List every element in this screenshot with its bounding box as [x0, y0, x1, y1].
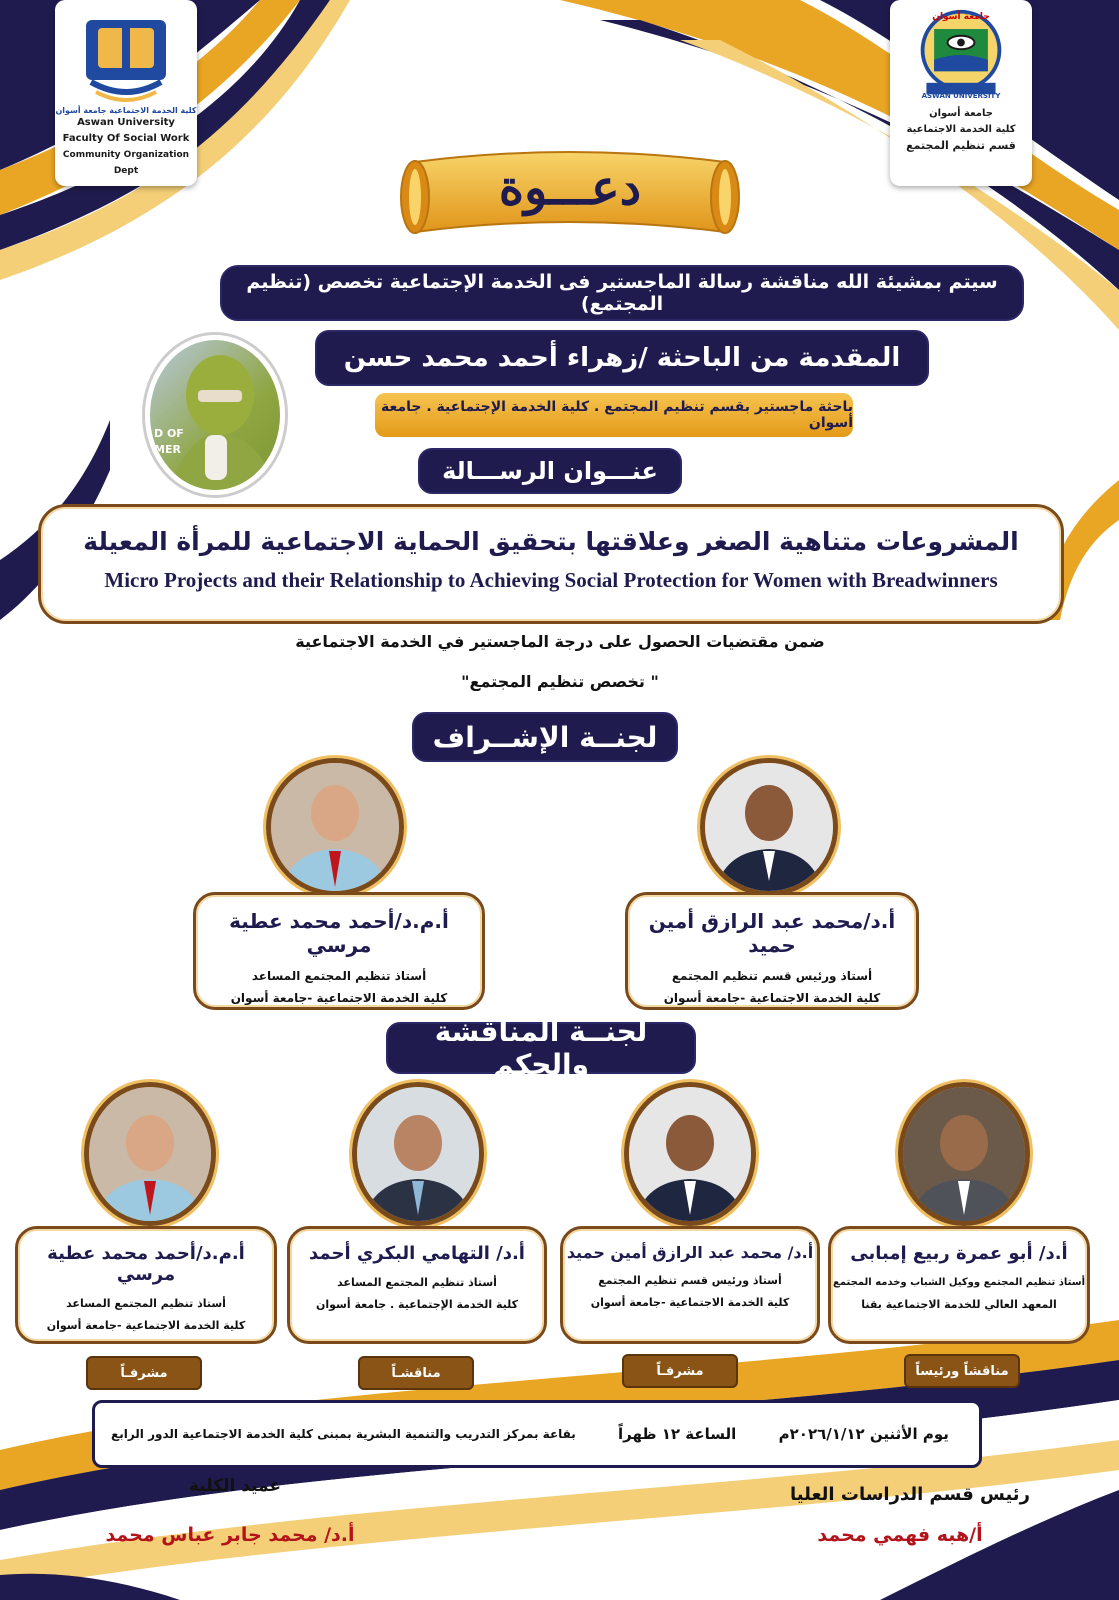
university-logo-line-3: قسم تنظيم المجتمع: [906, 139, 1016, 152]
committee-member-3-photo: [352, 1082, 484, 1226]
university-logo-card: [890, 0, 1032, 186]
committee-member-1-affiliation: المعهد العالي للخدمة الاجتماعية بقنا: [861, 1298, 1057, 1311]
researcher-photo-text: D OF MER: [154, 427, 184, 456]
committee-member-3-avatar-icon: [357, 1087, 479, 1221]
committee-member-2-affiliation: كلية الخدمة الاجتماعية -جامعة أسوان: [590, 1296, 790, 1309]
examination-committee-label: لجنــة المناقشة والحكم: [386, 1022, 696, 1074]
committee-member-1-name: أ.د/ أبو عمرة ربيع إمبابى: [850, 1243, 1068, 1264]
faculty-logo-line-2: Faculty Of Social Work: [62, 133, 190, 144]
supervisor-2-avatar-icon: [271, 763, 399, 891]
researcher-photo: [145, 335, 285, 495]
committee-member-2-name: أ.د/ محمد عبد الرازق أمين حميد: [566, 1243, 814, 1262]
event-date: يوم الأثنين ٢٠٢٦/١/١٢م: [778, 1425, 949, 1443]
dean-name: أ.د/ محمد جابر عباس محمد: [105, 1524, 355, 1546]
committee-member-4-role: مشرفـاً: [86, 1356, 202, 1390]
event-time: الساعة ١٢ ظهراً: [618, 1425, 737, 1443]
thesis-title-box: [38, 504, 1064, 624]
committee-member-1-photo: [898, 1082, 1030, 1226]
event-location: بقاعة بمركز التدريب والتنمية البشرية بمبنى كلية الخدمة الاجتماعية الدور الرابع: [111, 1427, 576, 1441]
committee-member-4-photo: [84, 1082, 216, 1226]
supervisor-1-affiliation: كلية الخدمة الاجتماعية -جامعة أسوان: [663, 991, 881, 1005]
committee-member-4-name: أ.م.د/أحمد محمد عطية مرسي: [47, 1243, 245, 1285]
thesis-title-english: Micro Projects and their Relationship to Achieving Social Protection for Women with Breadwinners: [104, 568, 998, 592]
committee-member-2-card: [560, 1226, 820, 1344]
event-details-bar: [92, 1400, 982, 1468]
supervisor-2-position: أستاذ تنظيم المجتمع المساعد: [251, 969, 427, 983]
committee-member-1-card: [828, 1226, 1090, 1344]
committee-member-3-role: مناقشـاً: [358, 1356, 474, 1390]
supervisor-2-name: أ.م.د/أحمد محمد عطية مرسي: [229, 909, 449, 957]
supervisor-2-affiliation: كلية الخدمة الاجتماعية -جامعة أسوان: [230, 991, 448, 1005]
graduate-head-title: رئيس قسم الدراسات العليا: [790, 1484, 1030, 1505]
supervisor-2-card: [193, 892, 485, 1010]
supervisor-1-card: [625, 892, 919, 1010]
committee-member-3-name: أ.د/ التهامي البكري أحمد: [309, 1243, 525, 1264]
thesis-title-arabic: المشروعات متناهية الصغر وعلاقتها بتحقيق الحماية الاجتماعية للمرأة المعيلة: [83, 527, 1019, 556]
supervision-committee-label: لجنــة الإشــراف: [412, 712, 678, 762]
faculty-social-work-logo-icon: [76, 10, 176, 110]
committee-member-4-position: أستاذ تنظيم المجتمع المساعد: [66, 1297, 226, 1310]
faculty-logo-card: [55, 0, 197, 186]
committee-member-2-avatar-icon: [629, 1087, 751, 1221]
committee-member-1-position: أستاذ تنظيم المجتمع ووكيل الشباب وخدمه المجتمع: [833, 1277, 1085, 1288]
supervisor-1-name: أ.د/محمد عبد الرازق أمين حميد: [648, 909, 896, 957]
committee-member-3-position: أستاذ تنظيم المجتمع المساعد: [337, 1276, 497, 1289]
committee-member-3-card: [287, 1226, 547, 1344]
thesis-label: عنـــوان الرســـالة: [418, 448, 682, 494]
dean-title: عميد الكلية: [189, 1476, 281, 1496]
researcher-name: المقدمة من الباحثة /زهراء أحمد محمد حسن: [315, 330, 929, 386]
supervisor-1-photo: [700, 758, 838, 896]
invitation-title: دعـــوة: [498, 160, 642, 216]
faculty-logo-line-3: Community Organization Dept: [62, 150, 190, 176]
committee-member-1-role: مناقشاً ورئيساً: [904, 1354, 1020, 1388]
committee-member-3-affiliation: كلية الخدمة الإجتماعية . جامعة أسوان: [316, 1298, 518, 1311]
announcement-banner: سيتم بمشيئة الله مناقشة رسالة الماجستير فى الخدمة الإجتماعية تخصص (تنظيم المجتمع): [220, 265, 1024, 321]
supervisor-1-position: أستاذ ورئيس قسم تنظيم المجتمع: [671, 969, 873, 983]
university-logo-ribbon: ASWAN UNIVERSITY: [921, 92, 1001, 100]
university-logo-line-2: كلية الخدمة الاجتماعية: [906, 124, 1016, 135]
committee-member-2-position: أستاذ ورئيس قسم تنظيم المجتمع: [598, 1274, 782, 1287]
university-logo-emblem-text: جامعة أسوان: [932, 12, 990, 22]
committee-member-4-affiliation: كلية الخدمة الاجتماعية -جامعة أسوان: [46, 1319, 246, 1332]
degree-requirement-line-2: " تخصص تنظيم المجتمع": [461, 672, 659, 691]
committee-member-4-card: [15, 1226, 277, 1344]
committee-member-1-avatar-icon: [903, 1087, 1025, 1221]
faculty-logo-line-1: Aswan University: [77, 117, 175, 128]
faculty-logo-emblem-text: كلية الخدمة الاجتماعية جامعة أسوان: [55, 106, 197, 115]
committee-member-2-photo: [624, 1082, 756, 1226]
committee-member-4-avatar-icon: [89, 1087, 211, 1221]
supervisor-2-photo: [266, 758, 404, 896]
supervisor-1-avatar-icon: [705, 763, 833, 891]
degree-requirement-line-1: ضمن مقتضيات الحصول على درجة الماجستير في الخدمة الاجتماعية: [295, 632, 825, 651]
university-logo-line-1: جامعة أسوان: [929, 108, 993, 119]
researcher-title: باحثة ماجستير بقسم تنظيم المجتمع . كلية الخدمة الإجتماعية . جامعة أسوان: [375, 393, 853, 437]
committee-member-2-role: مشرفـاً: [622, 1354, 738, 1388]
graduate-head-name: أ/هبه فهمي محمد: [817, 1524, 983, 1546]
researcher-avatar-icon: [150, 340, 280, 490]
